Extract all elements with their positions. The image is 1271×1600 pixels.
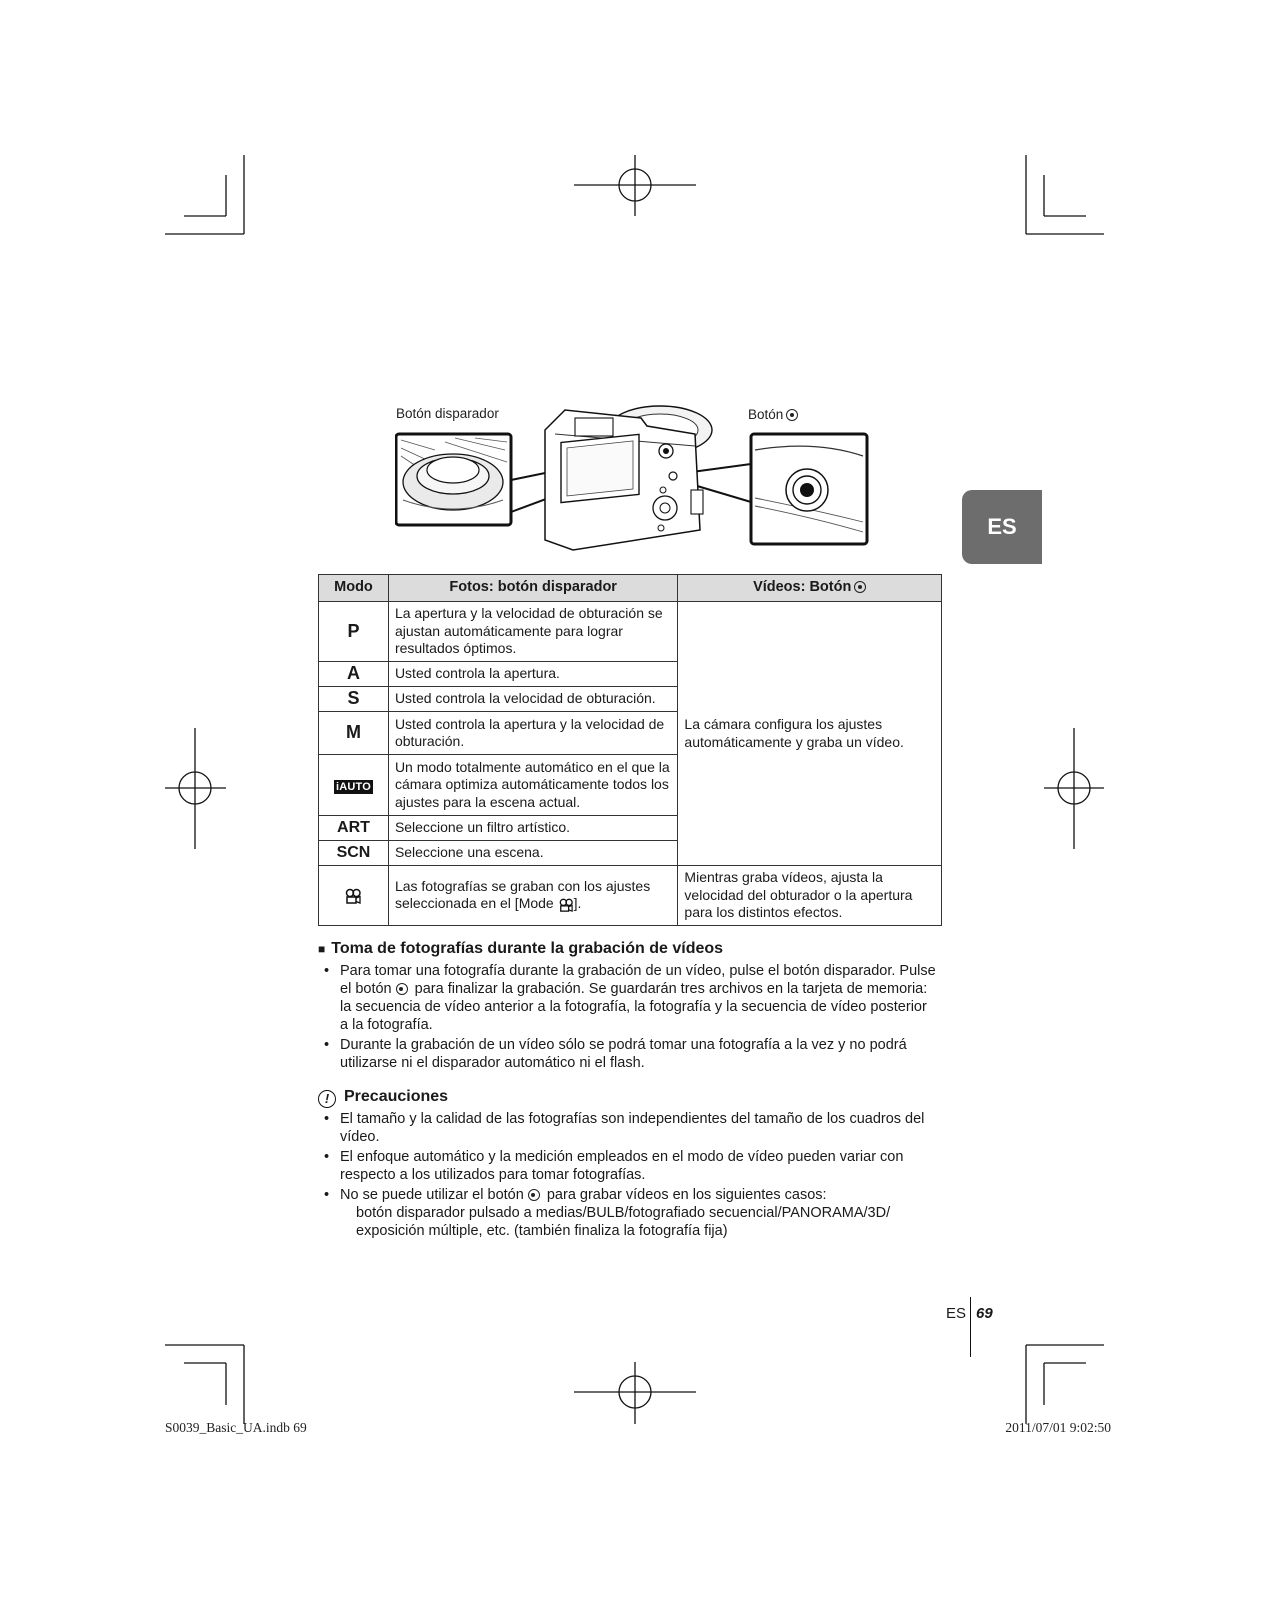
photo-cell: Un modo totalmente automático en el que la cámara optimiza automáticamente todos los ajustes para la escena actual.: [388, 755, 677, 816]
page-number: ES 69: [946, 1305, 993, 1322]
footer-timestamp: 2011/07/01 9:02:50: [1005, 1420, 1111, 1435]
movie-button-icon: [396, 983, 408, 995]
table-header-row: [319, 575, 942, 602]
shutter-button-label: Botón disparador: [396, 406, 499, 421]
movie-mode-icon: [558, 898, 574, 912]
photo-cell: Usted controla la velocidad de obturación.: [388, 687, 677, 712]
caution-icon: !: [318, 1090, 336, 1108]
section1-list: [322, 962, 937, 1074]
mode-table: [318, 574, 942, 926]
mode-cell: SCN: [319, 841, 389, 866]
mode-cell: A: [319, 662, 389, 687]
video-cell-last: Mientras graba vídeos, ajusta la velocidad del obturador o la apertura para los distintos efectos.: [678, 866, 942, 926]
header-photos: Fotos: botón disparador: [388, 575, 677, 602]
mode-cell: [319, 755, 389, 816]
video-cell-merged: La cámara configura los ajustes automáticamente y graba un vídeo.: [678, 602, 942, 866]
footer-file-info: S0039_Basic_UA.indb 69: [165, 1420, 307, 1435]
movie-mode-icon: [344, 888, 362, 904]
mode-cell: S: [319, 687, 389, 712]
header-videos: Vídeos: Botón: [678, 575, 942, 602]
list-item: • No se puede utilizar el botón para grabar vídeos en los siguientes casos: botón disparador pulsado a medias/BULB/fotografiado secuencial/PANORAMA/3D/ exposición múltiple, etc. (también finaliza la fotografía fija): [322, 1186, 937, 1240]
photo-cell: Usted controla la apertura y la velocidad de obturación.: [388, 712, 677, 755]
photo-cell: Las fotografías se graban con los ajustes seleccionada en el [Mode ].: [388, 866, 677, 926]
list-item: • El enfoque automático y la medición empleados en el modo de vídeo pueden variar con respecto a los utilizados para tomar fotografías.: [322, 1148, 937, 1184]
section-heading-photos-during-video: ■ Toma de fotografías durante la grabación de vídeos: [318, 940, 724, 957]
table-row: [319, 602, 942, 662]
photo-cell: La apertura y la velocidad de obturación se ajustan automáticamente para lograr resultados óptimos.: [388, 602, 677, 662]
movie-button-icon: [528, 1189, 540, 1201]
section2-list: [322, 1110, 937, 1242]
mode-cell: P: [319, 602, 389, 662]
photo-cell: Seleccione una escena.: [388, 841, 677, 866]
iauto-mode-icon: iAUTO: [335, 781, 371, 793]
photo-cell: Seleccione un filtro artístico.: [388, 816, 677, 841]
square-bullet-icon: ■: [318, 942, 326, 956]
mode-cell: ART: [319, 816, 389, 841]
movie-button-label: Botón: [748, 407, 798, 422]
section-heading-precautions: ! Precauciones: [318, 1088, 448, 1108]
movie-button-icon: [854, 581, 866, 593]
camera-illustration: [395, 390, 870, 560]
list-item: • Para tomar una fotografía durante la grabación de un vídeo, pulse el botón disparador. Pulse el botón para finalizar la grabación. Se guardarán tres archivos en la tarjeta de memoria: la secuencia de vídeo anterior a la fotografía, la fotografía y la secuencia de vídeo posterior a la fotografía.: [322, 962, 937, 1034]
list-item: • Durante la grabación de un vídeo sólo se podrá tomar una fotografía a la vez y no podrá utilizarse ni el disparador automático ni el flash.: [322, 1036, 937, 1072]
photo-cell: Usted controla la apertura.: [388, 662, 677, 687]
mode-cell: [319, 866, 389, 926]
header-mode: Modo: [319, 575, 389, 602]
mode-cell: M: [319, 712, 389, 755]
language-tab: ES: [962, 490, 1042, 564]
list-item-detail: botón disparador pulsado a medias/BULB/fotografiado secuencial/PANORAMA/3D/ exposición múltiple, etc. (también finaliza la fotografía fija): [356, 1205, 891, 1239]
list-item: • El tamaño y la calidad de las fotografías son independientes del tamaño de los cuadros del vídeo.: [322, 1110, 937, 1146]
table-row: [319, 866, 942, 926]
